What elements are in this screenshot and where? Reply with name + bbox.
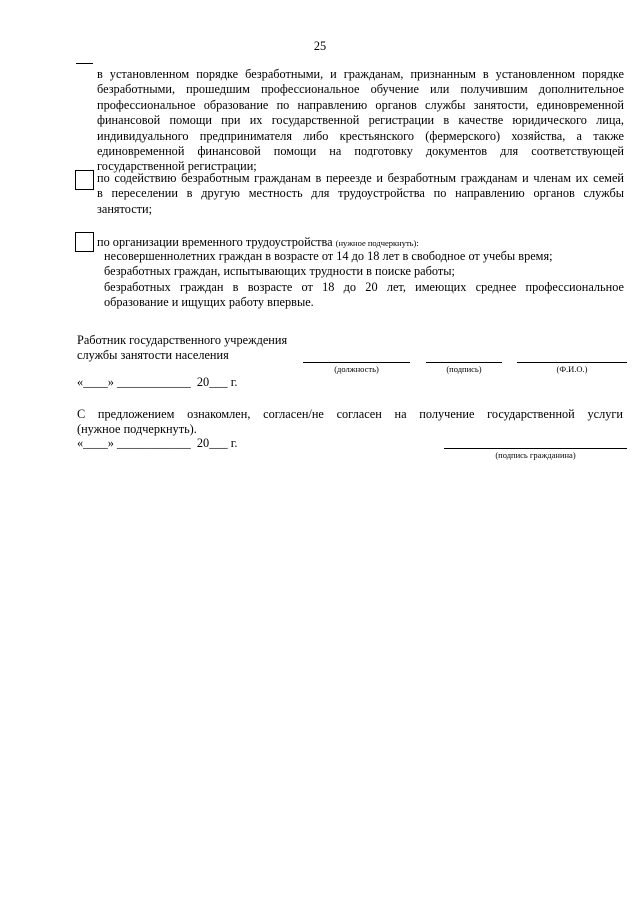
heading-note: (нужное подчеркнуть):: [335, 238, 419, 248]
caption-full-name: (Ф.И.О.): [556, 364, 588, 374]
consent-line: (нужное подчеркнуть).: [77, 422, 197, 437]
text-line: профессиональное образование по направлению органов службы занятости, единовременной: [97, 97, 624, 112]
employee-label: [77, 333, 287, 364]
text-line: единовременной финансовой помощи на подготовку документов для соответствующей: [97, 144, 624, 159]
text-line: в переселении в другую местность для трудоустройства по направлению органов службы: [97, 186, 624, 201]
paragraph-financial-aid: [97, 67, 624, 175]
heading-text: по организации временного трудоустройства: [97, 235, 333, 249]
list-item: несовершеннолетних граждан в возрасте от 14 до 18 лет в свободное от учебы время;: [104, 249, 553, 263]
text-line: по содействию безработным гражданам в переезде и безработным гражданам и членам их семей: [97, 171, 624, 185]
citizen-signature-line[interactable]: [444, 448, 627, 449]
consent-line: С предложением ознакомлен, согласен/не согласен на получение государственной услуги: [77, 407, 623, 421]
citizen-consent: [77, 407, 623, 438]
list-item: [104, 280, 624, 311]
employee-label-line: службы занятости населения: [77, 348, 229, 363]
temporary-employment-items: [104, 249, 624, 311]
caption-position: (должность): [334, 364, 379, 374]
full-name-line[interactable]: [517, 362, 627, 363]
caption-citizen-signature: (подпись гражданина): [495, 450, 576, 460]
temporary-employment-checkbox[interactable]: [75, 232, 94, 252]
text-line: в установленном порядке безработными, и гражданам, признанным в установленном порядке: [97, 67, 624, 81]
signature-line[interactable]: [426, 362, 502, 363]
text-line: образование и ищущих работу впервые.: [104, 295, 314, 310]
text-line: индивидуального предпринимателя либо крестьянского (фермерского) хозяйства, а также: [97, 128, 624, 143]
position-signature-line[interactable]: [303, 362, 410, 363]
text-line: безработных граждан в возрасте от 18 до 20 лет, имеющих среднее профессиональное: [104, 279, 624, 294]
text-line: финансовой помощи при их государственной регистрации в качестве юридического лица,: [97, 113, 624, 128]
text-line: государственной регистрации;: [97, 159, 257, 174]
employee-date: «____» ____________ 20___ г.: [77, 375, 238, 389]
page-number: 25: [313, 39, 327, 53]
relocation-checkbox[interactable]: [75, 170, 94, 190]
paragraph-relocation: [97, 171, 624, 217]
caption-signature: (подпись): [446, 364, 482, 374]
list-item: безработных граждан, испытывающих трудности в поиске работы;: [104, 264, 455, 279]
checkbox-edge-mark: [76, 63, 93, 64]
employee-label-line: Работник государственного учреждения: [77, 333, 288, 347]
text-line: занятости;: [97, 201, 153, 216]
text-line: безработными, прошедшим профессиональное обучение или получившим дополнительное: [97, 82, 624, 97]
citizen-date: «____» ____________ 20___ г.: [77, 436, 238, 450]
